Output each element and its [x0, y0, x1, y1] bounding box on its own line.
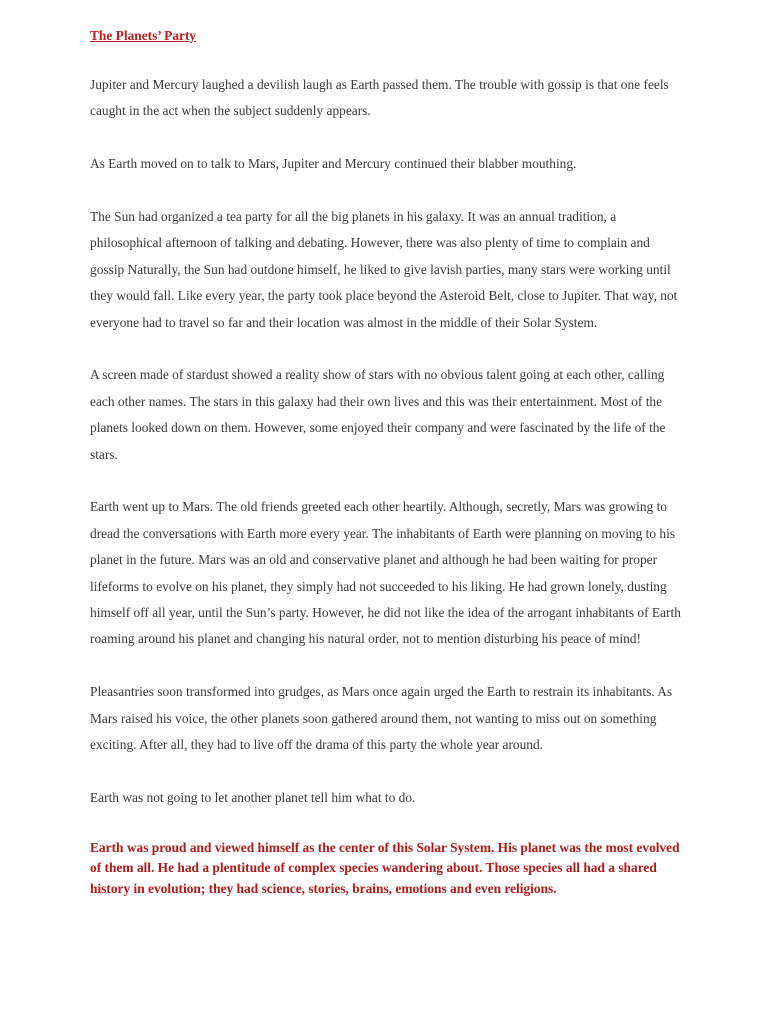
document-page — [90, 26, 686, 926]
paragraph-3: The Sun had organized a tea party for all the big planets in his galaxy. It was an annual tradition, a philosophical afternoon of talking and debating. However, there was also plenty of time to complain and gossip Naturally, the Sun had outdone himself, he liked to give lavish parties, many stars were working until they would fall. Like every year, the party took place beyond the Asteroid Belt, close to Jupiter. That way, not everyone had to travel so far and their location was almost in the middle of their Solar System. — [90, 209, 678, 330]
paragraph-5: Earth went up to Mars. The old friends greeted each other heartily. Although, secretly, Mars was growing to dread the conversations with Earth more every year. The inhabitants of Earth were planning on moving to his planet in the future. Mars was an old and conservative planet and although he had been waiting for proper lifeforms to evolve on his planet, they simply had not succeeded to his liking. He had grown lonely, dusting himself off all year, until the Sun’s party. However, he did not like the idea of the arrogant inhabitants of Earth roaming around his planet and changing his natural order, not to mention disturbing his peace of mind! — [90, 499, 681, 647]
paragraph-2: As Earth moved on to talk to Mars, Jupiter and Mercury continued their blabber mouthing. — [90, 156, 577, 172]
paragraph-7: Earth was not going to let another planet tell him what to do. — [90, 789, 416, 805]
paragraph-6: Pleasantries soon transformed into grudges, as Mars once again urged the Earth to restrain its inhabitants. As Mars raised his voice, the other planets soon gathered around them, not wanting to miss out on something exciting. After all, they had to live off the drama of this party the whole year around. — [90, 684, 673, 753]
paragraph-1: Jupiter and Mercury laughed a devilish laugh as Earth passed them. The trouble with gossip is that one feels caught in the act when the subject suddenly appears. — [90, 77, 669, 119]
document-title: The Planets’ Party — [90, 28, 197, 43]
emphasis-paragraph: Earth was proud and viewed himself as the center of this Solar System. His planet was the most evolved of them all. He had a plentitude of complex species wandering about. Those species all had a shared history in evolution; they had science, stories, brains, emotions and even religions. — [90, 839, 680, 896]
paragraph-4: A screen made of stardust showed a reality show of stars with no obvious talent going at each other, calling each other names. The stars in this galaxy had their own lives and this was their entertainment. Most of the planets looked down on them. However, some enjoyed their company and were fascinated by the life of the stars. — [90, 367, 666, 462]
